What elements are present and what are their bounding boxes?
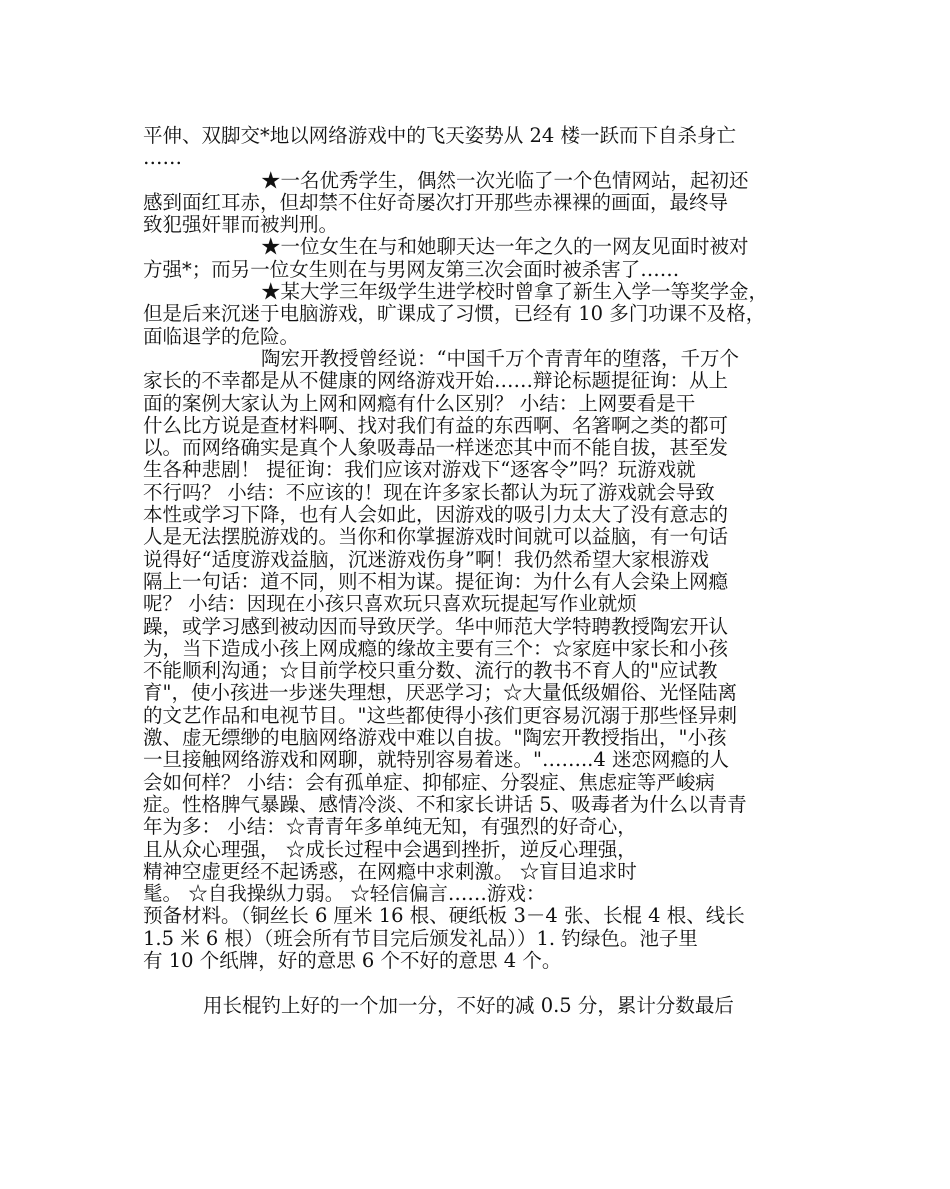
text-line: 用长棍钓上好的一个加一分，不好的减 0.5 分，累计分数最后 xyxy=(203,993,734,1017)
text-line: 什么比方说是查材料啊、找对我们有益的东西啊、名箸啊之类的都可 xyxy=(143,413,729,437)
body-text xyxy=(143,125,823,1017)
text-line: 方强*；而另一位女生则在与男网友第三次会面时被杀害了…… xyxy=(143,257,680,281)
text-line: 说得好“适度游戏益脑，沉迷游戏伤身”啊！我仍然希望大家根游戏 xyxy=(143,547,709,571)
text-line: 致犯强奸罪而被判刑。 xyxy=(143,213,339,237)
text-line: 陶宏开教授曾经说：“中国千万个青青年的堕落，千万个 xyxy=(261,346,739,370)
text-line: 面临退学的危险。 xyxy=(143,324,300,348)
text-line xyxy=(143,972,823,994)
text-line: 育"，使小孩进一步迷失理想，厌恶学习；☆大量低级媚俗、光怪陆离 xyxy=(143,681,737,705)
text-line: 有 10 个纸牌，好的意思 6 个不好的意思 4 个。 xyxy=(143,948,562,972)
text-line: 的文艺作品和电视节目。"这些都使得小孩们更容易沉溺于那些怪异刺 xyxy=(143,703,737,727)
text-line: 呢？ 小结：因现在小孩只喜欢玩只喜欢玩提起写作业就烦 xyxy=(143,592,637,616)
text-line: ★一名优秀学生，偶然一次光临了一个色情网站，起初还 xyxy=(261,168,749,192)
text-line: 会如何样？ 小结：会有孤单症、抑郁症、分裂症、焦虑症等严峻病 xyxy=(143,770,715,794)
text-line: 为，当下造成小孩上网成瘾的缘故主要有三个：☆家庭中家长和小孩 xyxy=(143,636,729,660)
text-line: 一旦接触网络游戏和网聊，就特别容易着迷。"……..4 迷恋网瘾的人 xyxy=(143,748,729,772)
text-line: 激、虚无缥缈的电脑网络游戏中难以自拔。"陶宏开教授指出，"小孩 xyxy=(143,726,727,750)
text-line: 家长的不幸都是从不健康的网络游戏开始……辩论标题提征询：从上 xyxy=(143,369,729,393)
text-line: 且从众心理强， ☆成长过程中会遇到挫折，逆反心理强， xyxy=(143,837,637,861)
text-line: ★一位女生在与和她聊天达一年之久的一网友见面时被对 xyxy=(261,235,749,259)
text-line: 但是后来沉迷于电脑游戏，旷课成了习惯，已经有 10 多门功课不及格， xyxy=(143,302,766,326)
text-line: 髦。 ☆自我操纵力弱。 ☆轻信偏言……游戏： xyxy=(143,882,546,906)
text-line: 1.5 米 6 根）（班会所有节目完后颁发礼品））1. 钓绿色。池子里 xyxy=(143,926,698,950)
text-line: 以。而网络确实是真个人象吸毒品一样迷恋其中而不能自拔，甚至发 xyxy=(143,436,729,460)
text-line: 隔上一句话：道不同，则不相为谋。提征询：为什么有人会染上网瘾 xyxy=(143,569,729,593)
text-line: 本性或学习下降，也有人会如此，因游戏的吸引力太大了没有意志的 xyxy=(143,503,729,527)
text-line: 平伸、双脚交*地以网络游戏中的飞天姿势从 24 楼一跃而下自杀身亡 xyxy=(143,124,736,147)
text-line: 不行吗？ 小结：不应该的！现在许多家长都认为玩了游戏就会导致 xyxy=(143,480,715,504)
text-line: 精神空虚更经不起诱惑，在网瘾中求刺激。 ☆盲目追求时 xyxy=(143,859,637,883)
text-line: 不能顺利沟通；☆目前学校只重分数、流行的教书不育人的"应试教 xyxy=(143,659,718,683)
text-line: ★某大学三年级学生进学校时曾拿了新生入学一等奖学金， xyxy=(261,280,769,304)
text-line: …… xyxy=(143,146,182,170)
text-line: 躁，或学习感到被动因而导致厌学。华中师范大学特聘教授陶宏开认 xyxy=(143,614,729,638)
text-line: 面的案例大家认为上网和网瘾有什么区别？ 小结：上网要看是干 xyxy=(143,391,696,415)
text-line: 年为多： 小结：☆青青年多单纯无知，有强烈的好奇心， xyxy=(143,815,637,839)
text-line: 症。性格脾气暴躁、感情冷淡、不和家长讲话 5、吸毒者为什么以青青 xyxy=(143,792,747,816)
text-line: 预备材料。（铜丝长 6 厘米 16 根、硬纸板 3－4 张、长棍 4 根、线长 xyxy=(143,904,745,928)
text-line: 人是无法摆脱游戏的。当你和你掌握游戏时间就可以益脑，有一句话 xyxy=(143,525,729,549)
text-line: 感到面红耳赤，但却禁不住好奇屡次打开那些赤裸裸的画面，最终导 xyxy=(143,190,729,214)
text-line: 生各种悲剧！ 提征询：我们应该对游戏下“逐客令”吗？玩游戏就 xyxy=(143,458,696,482)
